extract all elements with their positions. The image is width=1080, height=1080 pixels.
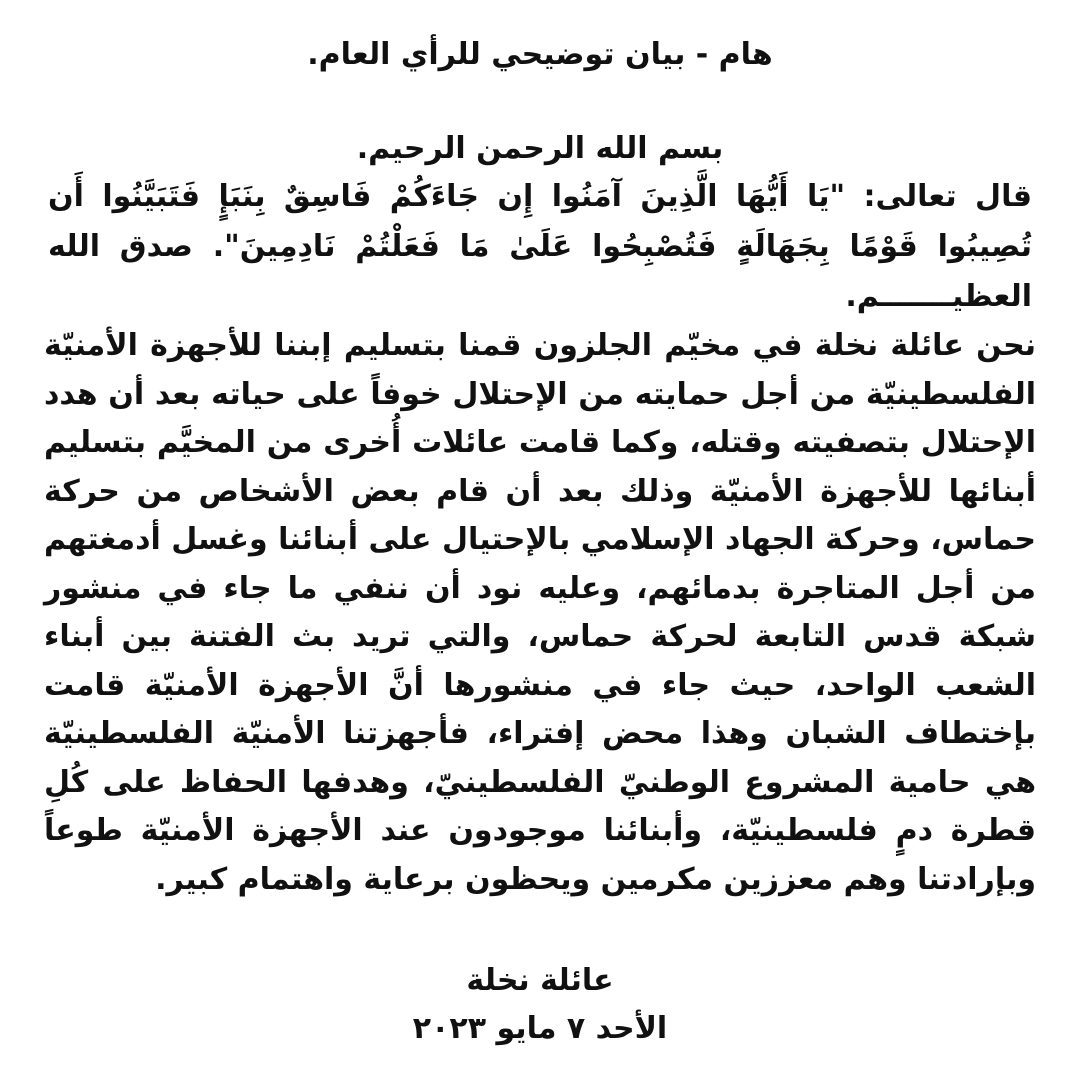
statement-body-paragraph: نحن عائلة نخلة في مخيّم الجلزون قمنا بتسليم إبننا للأجهزة الأمنيّة الفلسطينيّة من أجل حمايته من الإحتلال خوفاً على حياته بعد أن هدد الإحتلال بتصفيته وقتله، وكما قامت عائلات أُخرى من المخيَّم بتسليم أبنائها للأجهزة الأمنيّة وذلك بعد أن قام بعض الأشخاص من حركة حماس، وحركة الجهاد الإسلامي بالإحتيال على أبنائنا وغسل أدمغتهم من أجل المتاجرة بدمائهم، وعليه نود أن ننفي ما جاء في منشور شبكة قدس التابعة لحركة حماس، والتي تريد بث الفتنة بين أبناء الشعب الواحد، حيث جاء في منشورها أنَّ الأجهزة الأمنيّة قامت بإختطاف الشبان وهذا محض إفتراء، فأجهزتنا الأمنيّة الفلسطينيّة هي حامية المشروع الوطنيّ الفلسطينيّ، وهدفها الحفاظ على كُلِ قطرة دمٍ فلسطينيّة، وأبنائنا موجودون عند الأجهزة الأمنيّة طوعاً وبإرادتنا وهم معززين مكرمين ويحظون برعاية واهتمام كبير. [44, 328, 1036, 897]
statement-title: هام - بيان توضيحي للرأي العام. [307, 37, 773, 72]
statement-date: الأحد ٧ مايو ٢٠٢٣ [412, 1011, 668, 1046]
basmala-line: بسم الله الرحمن الرحيم. [356, 131, 724, 166]
quran-verse-paragraph: قال تعالى: "يَا أَيُّهَا الَّذِينَ آمَنُوا إِن جَاءَكُمْ فَاسِقٌ بِنَبَإٍ فَتَبَيَّنُوا أَن تُصِيبُوا قَوْمًا بِجَهَالَةٍ فَتُصْبِحُوا عَلَىٰ مَا فَعَلْتُمْ نَادِمِينَ". صدق الله العظيـــــــم. [48, 179, 1032, 314]
signature-family-name: عائلة نخلة [466, 963, 614, 998]
